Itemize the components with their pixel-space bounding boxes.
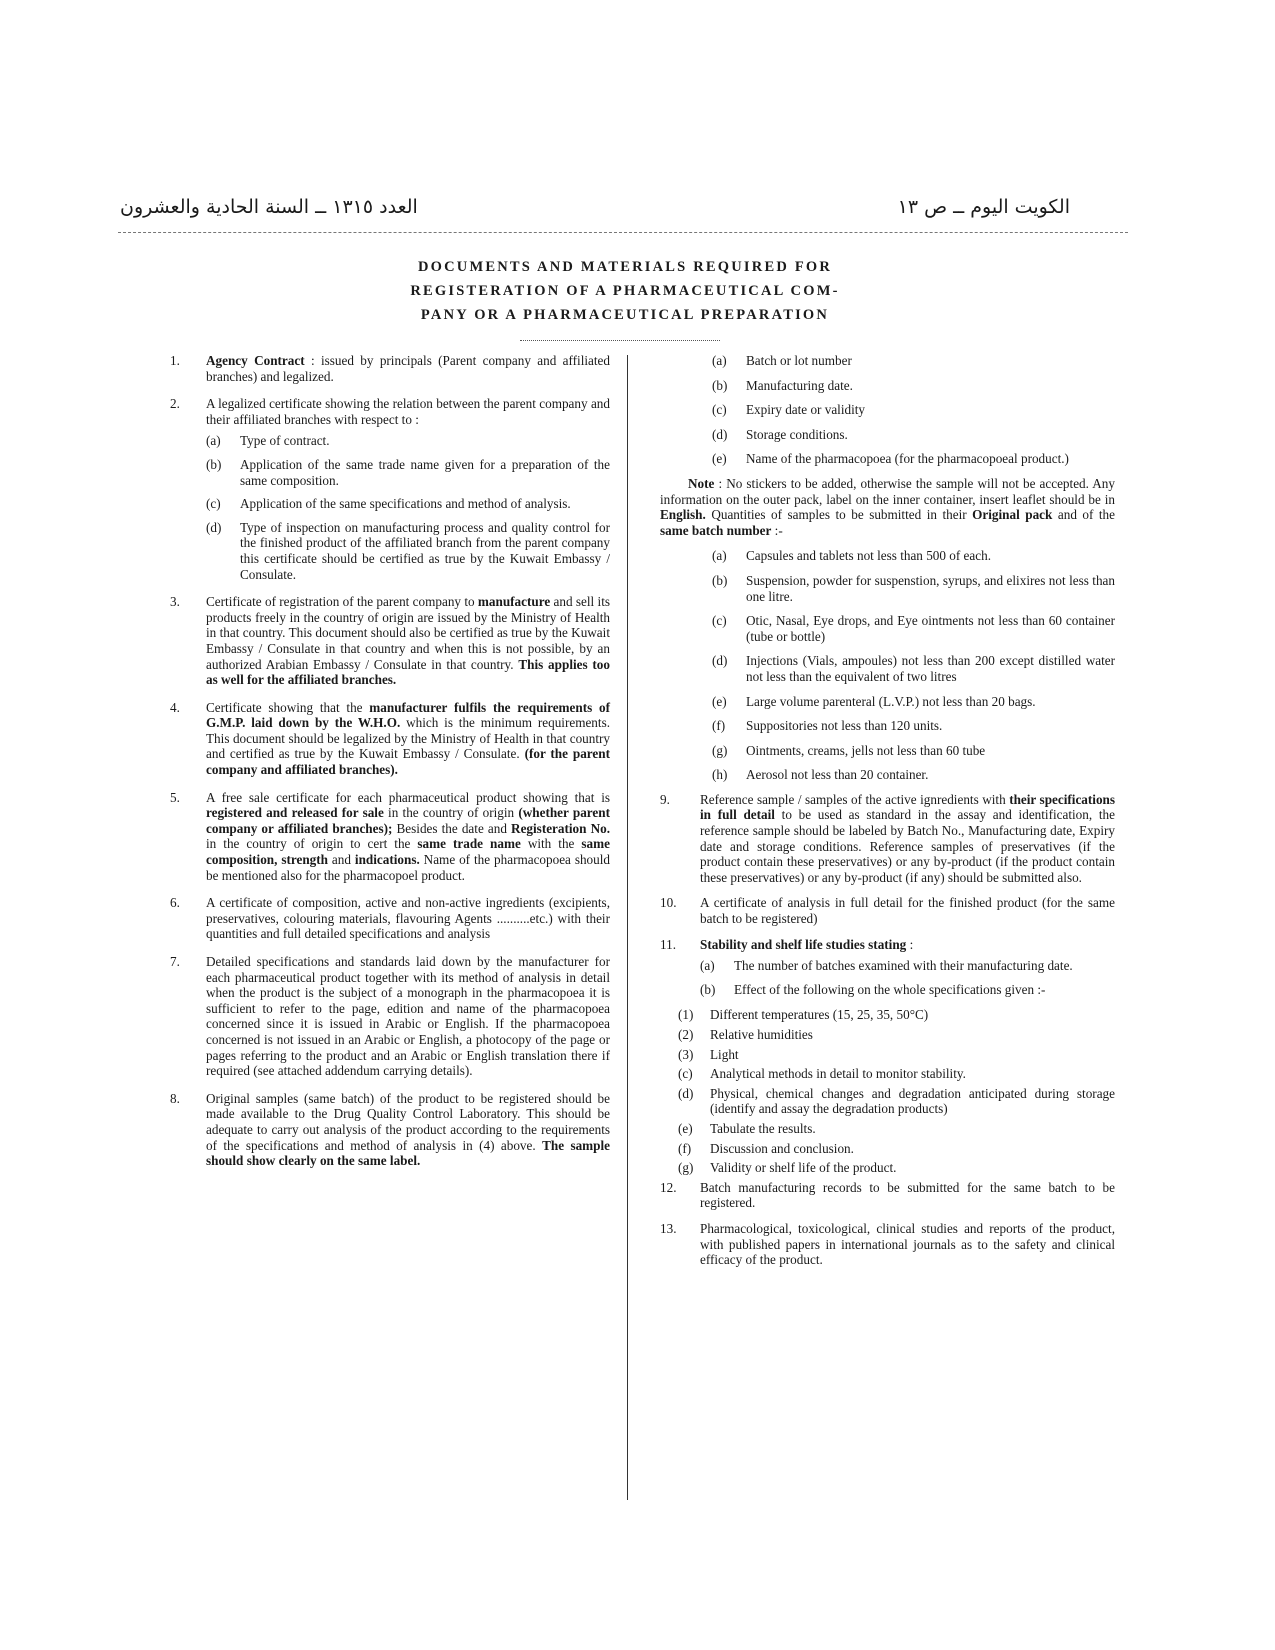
factor-item-2: (2) Relative humidities (678, 1027, 813, 1042)
column-divider (627, 355, 628, 1500)
header-page-ref: الكويت اليوم ــ ص ١٣ (897, 196, 1070, 218)
list-item-9: 9. Reference sample / samples of the active ignredients with their specifications in full detail to be used as standard in the assay and identification, the reference sample should be labeled by Batch No., Manufacturing date, Expiry date and storage conditions. Reference samples of preservatives (if the product contain these preservatives) or any by-product (if the product contain these preservatives) or any by-product (if any) should be submitted also. (660, 791, 1116, 885)
right-column (660, 353, 1115, 1278)
label-item-b: (b) Manufacturing date. (712, 377, 853, 393)
list-item-3: 3. Certificate of registration of the parent company to manufacture and sell its products freely in the country of origin are issued by the Ministry of Health in that country. This document should also be certified as true by the Kuwait Embassy / Consulate in that country and when this is not possible, by an authorized Arabian Embassy / Consulate in that country. This applies too as well for the affiliated branches. (170, 594, 610, 688)
list-item-13: 13. Pharmacological, toxicological, clinical studies and reports of the product, with published papers in international journals as to the safety and clinical efficacy of the product. (660, 1220, 1115, 1268)
title-ornament (520, 340, 720, 341)
sub-item-2d: (d) Type of inspection on manufacturing process and quality control for the finished product of the affiliated branch from the parent company this certificate should be certified as true by the Kuwait Embassy / Consulate. (206, 519, 610, 582)
quantity-item-b: (b) Suspension, powder for suspenstion, syrups, and elixires not less than one litre. (712, 572, 1115, 604)
list-item-12: 12. Batch manufacturing records to be submitted for the same batch to be registered. (660, 1179, 1115, 1211)
header-divider (118, 232, 1128, 233)
list-item-11: 11. Stability and shelf life studies stating : (a) The number of batches examined with their manufacturing date. (b) Effect of the following on the whole specifications given :- (660, 937, 1115, 998)
label-item-c: (c) Expiry date or validity (712, 402, 866, 418)
stability-item-f: (f) Discussion and conclusion. (678, 1140, 854, 1156)
sub-item-11b: (b) Effect of the following on the whole specifications given :- (700, 981, 1046, 997)
header-issue-number: العدد ١٣١٥ ــ السنة الحادية والعشرون (120, 196, 418, 218)
quantity-item-d: (d) Injections (Vials, ampoules) not less than 200 except distilled water not less than the equivalent of two litres (712, 653, 1115, 684)
label-item-e: (e) Name of the pharmacopoea (for the pharmacopoeal product.) (712, 451, 1069, 467)
list-item-5: 5. A free sale certificate for each pharmaceutical product showing that is registered and released for sale in the country of origin (whether parent company or affiliated branches); Besides the date and Registeration No. in the country of origin to cert the same trade name with the same composition, strength and indications. Name of the pharmacopoea should be mentioned also for the pharmacopoel product. (170, 789, 611, 883)
quantity-item-f: (f) Suppositories not less than 120 units. (712, 718, 943, 734)
stability-factors-list (660, 1007, 1115, 1175)
list-item-10: 10. A certificate of analysis in full detail for the finished product (for the same batch to be registered) (660, 895, 1115, 927)
list-item-1: 1. Agency Contract : issued by principals (Parent company and affiliated branches) and legalized. (170, 353, 611, 384)
list-item-7: 7. Detailed specifications and standards laid down by the manufacturer for each pharmaceutical product together with its method of analysis in detail when the product is the subject of a monograph in the pharmacopoea it is sufficient to refer to the page, edition and name of the pharmacopoea concerned since it is issued in Arabic or English. If the pharmacopoea concerned is not issued in an Arabic or English, a photocopy of the page or pages referring to the product and an Arabic or English translation there if required (see attached addendum carrying details). (170, 954, 610, 1079)
quantity-item-h: (h) Aerosol not less than 20 container. (712, 767, 929, 783)
sub-item-2c: (c) Application of the same specifications and method of analysis. (206, 496, 571, 512)
sub-item-11a: (a) The number of batches examined with their manufacturing date. (700, 958, 1073, 974)
quantity-item-c: (c) Otic, Nasal, Eye drops, and Eye ointments not less than 60 container (tube or bottle) (712, 613, 1115, 644)
sub-item-2b: (b) Application of the same trade name given for a preparation of the same composition. (206, 456, 610, 488)
sub-item-2a: (a) Type of contract. (206, 433, 330, 449)
label-item-a: (a) Batch or lot number (712, 353, 852, 368)
quantity-item-g: (g) Ointments, creams, jells not less than 60 tube (712, 742, 986, 758)
stability-item-d: (d) Physical, chemical changes and degradation anticipated during storage (identify and assay the degradation products) (678, 1085, 1115, 1117)
stability-item-e: (e) Tabulate the results. (678, 1120, 816, 1136)
title-line-1: DOCUMENTS AND MATERIALS REQUIRED FOR (417, 259, 833, 275)
stability-item-c: (c) Analytical methods in detail to monitor stability. (678, 1066, 966, 1082)
quantity-item-e: (e) Large volume parenteral (L.V.P.) not less than 20 bags. (712, 693, 1036, 709)
title-line-2: REGISTERATION OF A PHARMACEUTICAL COM- (410, 283, 840, 299)
quantity-item-a: (a) Capsules and tablets not less than 500 of each. (712, 548, 992, 564)
stability-item-g: (g) Validity or shelf life of the product. (678, 1160, 897, 1176)
list-item-8: 8. Original samples (same batch) of the product to be registered should be made available to the Drug Quality Control Laboratory. This should be adequate to carry out analysis of the product according to the requirements of the specifications and method of analysis in (4) above. The sample should show clearly on the same label. (170, 1090, 611, 1169)
title-line-3: PANY OR A PHARMACEUTICAL PREPARATION (420, 307, 830, 323)
label-item-d: (d) Storage conditions. (712, 426, 848, 442)
factor-item-3: (3) Light (678, 1046, 739, 1062)
list-item-2: 2. A legalized certificate showing the relation between the parent company and their affiliated branches with respect to : (a) Type of contract. (b) Application of the same trade name given for a preparation of the same composition. (c) Application of the same specifications and method of analysis. (d) Type of inspection on manufacturing process and quality control for the finished product of the affiliated branch from the parent company this certificate should be certified as true by the Kuwait Embassy / Consulate. (170, 396, 610, 582)
sample-note: Note : No stickers to be added, otherwise the sample will not be accepted. Any information on the outer pack, label on the inner container, insert leaflet should be in English. Quantities of samples to be submitted in their Original pack and of the same batch number :- (660, 475, 1116, 538)
list-item-6: 6. A certificate of composition, active and non-active ingredients (excipients, preservatives, colouring materials, flavouring Agents ..........etc.) with their quantities and full detailed specifications and analysis (170, 895, 610, 942)
factor-item-1: (1) Different temperatures (15, 25, 35, 50°C) (678, 1007, 929, 1023)
list-item-4: 4. Certificate showing that the manufacturer fulfils the requirements of G.M.P. laid down by the W.H.O. which is the minimum requirements. This document should be legalized by the Ministry of Health in that country and certified as true by the Kuwait Embassy / Consulate. (for the parent company and affiliated branches). (170, 699, 610, 778)
page-title (360, 255, 890, 327)
left-column (170, 353, 610, 1181)
